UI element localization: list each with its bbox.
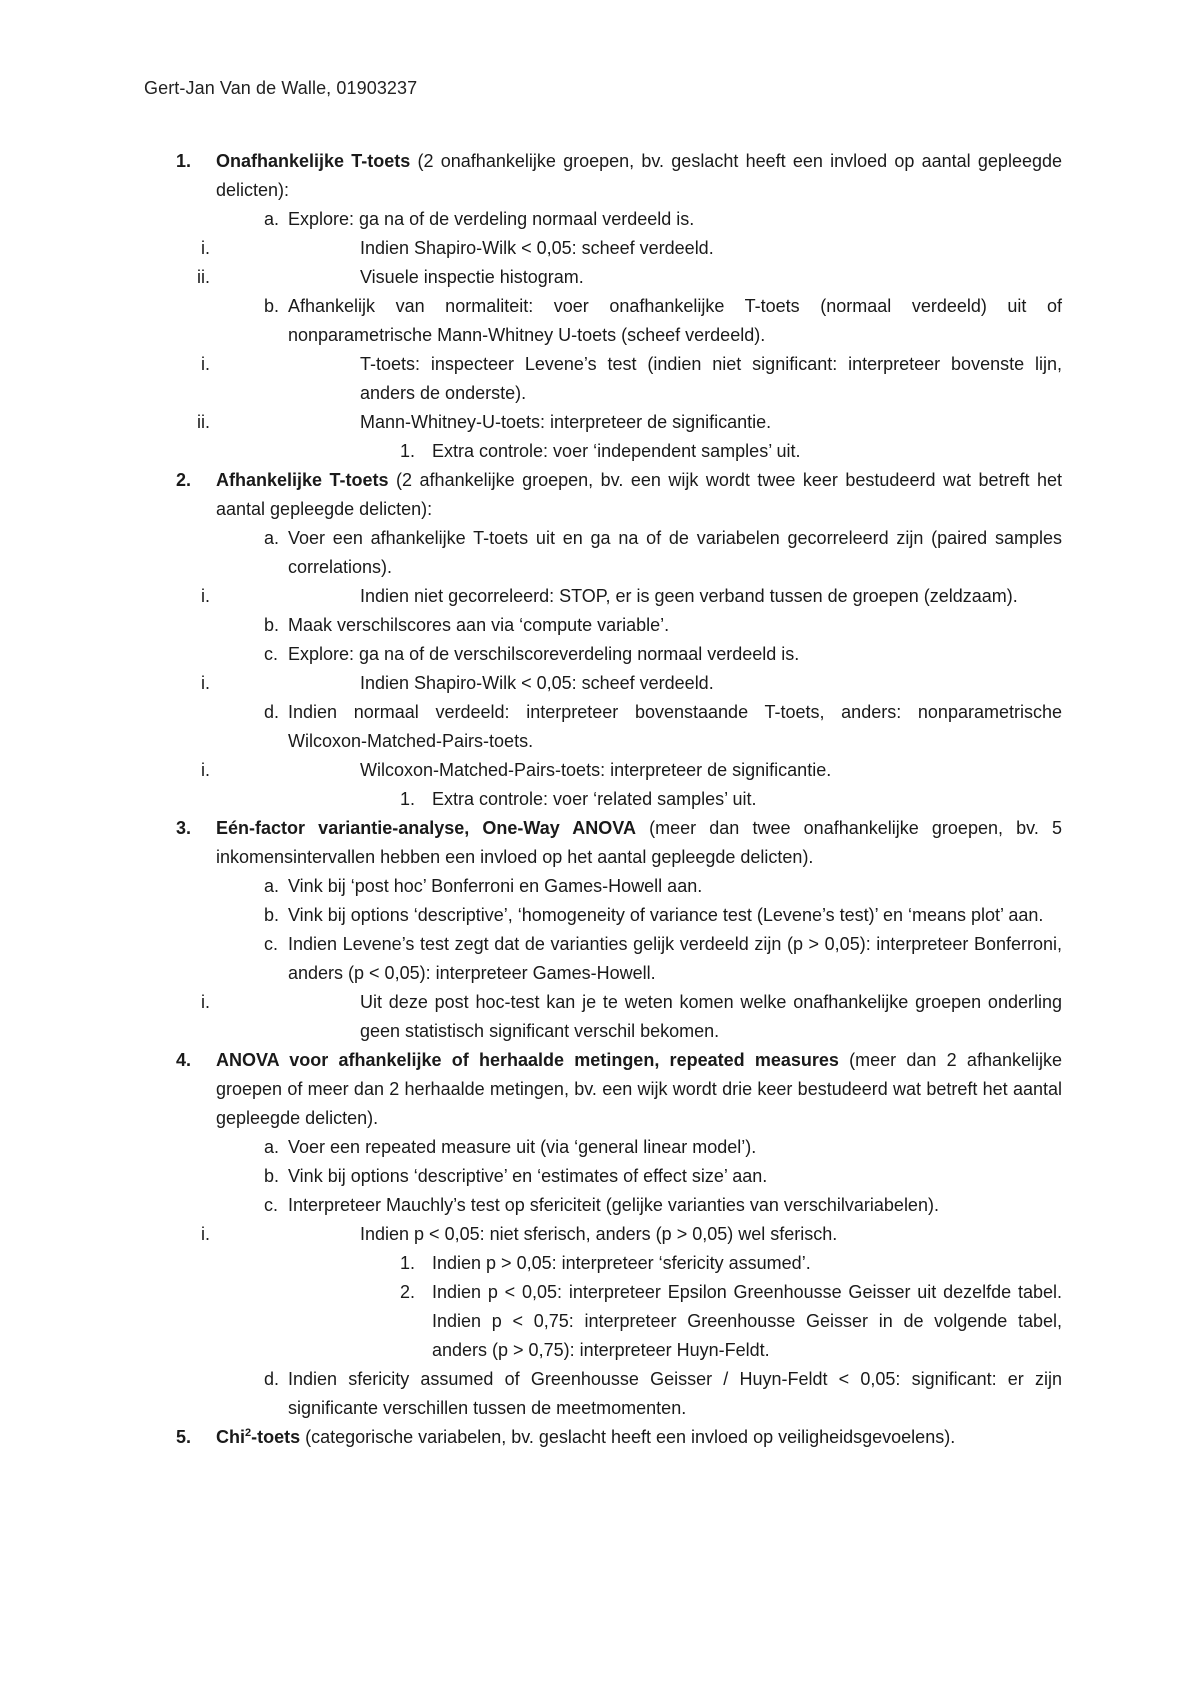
list-item-level-2 <box>0 1220 1062 1249</box>
list-item-text: Mann-Whitney-U-toets: interpreteer de significantie. <box>360 412 772 432</box>
list-item-level-1 <box>0 205 1062 234</box>
list-marker: b. <box>264 1166 280 1186</box>
list-marker: 1. <box>176 151 192 171</box>
bold-heading: Chi <box>216 1427 245 1447</box>
list-marker: 2. <box>400 1282 416 1302</box>
list-item-level-1 <box>0 930 1062 988</box>
list-item-level-2 <box>0 756 1062 785</box>
list-item-level-1 <box>0 872 1062 901</box>
list-marker: i. <box>201 673 210 693</box>
list-item-level-1 <box>0 1191 1062 1220</box>
list-marker: ii. <box>197 267 210 287</box>
list-item-level-1 <box>0 292 1062 350</box>
list-item-text: Indien sfericity assumed of Greenhousse Geisser / Huyn-Feldt < 0,05: significant: er zijn significante verschillen tussen de meetmomenten. <box>288 1369 1062 1418</box>
list-item-level-2 <box>0 234 1062 263</box>
page-header: Gert-Jan Van de Walle, 01903237 <box>144 78 418 98</box>
list-item-text: ANOVA voor afhankelijke of herhaalde metingen, repeated measures (meer dan 2 afhankelijke groepen of meer dan 2 herhaalde metingen, bv. een wijk wordt drie keer bestudeerd wat betreft het aantal gepleegde delicten). <box>216 1050 1062 1128</box>
list-item-level-0 <box>0 1423 1062 1452</box>
list-marker: i. <box>201 586 210 606</box>
list-item-level-1 <box>0 698 1062 756</box>
list-item-text: Voer een repeated measure uit (via ‘general linear model’). <box>288 1137 757 1157</box>
list-item-text: Indien p < 0,05: interpreteer Epsilon Greenhousse Geisser uit dezelfde tabel. Indien p < 0,75: interpreteer Greenhousse Geisser in de volgende tabel, anders (p > 0,75): interpreteer Huyn-Feldt. <box>432 1282 1062 1360</box>
list-item-text: Interpreteer Mauchly’s test op sfericiteit (gelijke varianties van verschilvariabelen). <box>288 1195 939 1215</box>
list-marker: i. <box>201 1224 210 1244</box>
list-item-text: Maak verschilscores aan via ‘compute variable’. <box>288 615 670 635</box>
list-item-text: Extra controle: voer ‘related samples’ uit. <box>432 789 757 809</box>
list-marker: 5. <box>176 1427 192 1447</box>
list-item-level-1 <box>0 1162 1062 1191</box>
list-marker: 2. <box>176 470 192 490</box>
list-item-text: Indien p > 0,05: interpreteer ‘sfericity assumed’. <box>432 1253 811 1273</box>
list-item-level-1 <box>0 1365 1062 1423</box>
list-marker: a. <box>264 209 280 229</box>
superscript: 2 <box>245 1427 252 1439</box>
list-item-text: Indien normaal verdeeld: interpreteer bovenstaande T-toets, anders: nonparametrische Wilcoxon-Matched-Pairs-toets. <box>288 702 1062 751</box>
list-item-level-0 <box>0 814 1062 872</box>
list-item-text: Indien Shapiro-Wilk < 0,05: scheef verdeeld. <box>360 673 714 693</box>
list-item-level-1 <box>0 640 1062 669</box>
list-item-text: Eén-factor variantie-analyse, One-Way ANOVA (meer dan twee onafhankelijke groepen, bv. 5 inkomensintervallen hebben een invloed op het aantal gepleegde delicten). <box>216 818 1062 867</box>
outline-list <box>0 147 1200 1452</box>
list-item-level-3 <box>0 785 1062 814</box>
list-item-level-1 <box>0 611 1062 640</box>
list-item-level-1 <box>0 901 1062 930</box>
list-marker: a. <box>264 876 280 896</box>
list-item-text: Vink bij options ‘descriptive’ en ‘estimates of effect size’ aan. <box>288 1166 768 1186</box>
list-item-level-0 <box>0 466 1062 524</box>
list-item-text: Visuele inspectie histogram. <box>360 267 584 287</box>
list-marker: c. <box>264 644 279 664</box>
list-item-text: Indien p < 0,05: niet sferisch, anders (p > 0,05) wel sferisch. <box>360 1224 838 1244</box>
bold-heading-suffix: -toets <box>251 1427 301 1447</box>
list-item-level-1 <box>0 1133 1062 1162</box>
list-item-text: Indien niet gecorreleerd: STOP, er is geen verband tussen de groepen (zeldzaam). <box>360 586 1018 606</box>
list-item-text: Voer een afhankelijke T-toets uit en ga na of de variabelen gecorreleerd zijn (paired samples correlations). <box>288 528 1062 577</box>
list-marker: 3. <box>176 818 192 838</box>
list-item-text: Wilcoxon-Matched-Pairs-toets: interpreteer de significantie. <box>360 760 832 780</box>
bold-heading: Onafhankelijke T-toets <box>216 151 411 171</box>
list-item-text: T-toets: inspecteer Levene’s test (indien niet significant: interpreteer bovenste lijn, anders de onderste). <box>360 354 1062 403</box>
list-item-text: Uit deze post hoc-test kan je te weten komen welke onafhankelijke groepen onderling geen statistisch significant verschil bekomen. <box>360 992 1062 1041</box>
list-item-text: Onafhankelijke T-toets (2 onafhankelijke groepen, bv. geslacht heeft een invloed op aantal gepleegde delicten): <box>216 151 1062 200</box>
list-item-level-2 <box>0 263 1062 292</box>
list-item-level-3 <box>0 1278 1062 1365</box>
list-marker: c. <box>264 934 279 954</box>
list-item-level-2 <box>0 669 1062 698</box>
list-item-level-3 <box>0 1249 1062 1278</box>
list-marker: 1. <box>400 789 416 809</box>
list-marker: b. <box>264 615 280 635</box>
list-item-text: Extra controle: voer ‘independent samples’ uit. <box>432 441 801 461</box>
list-item-text: Explore: ga na of de verdeling normaal verdeeld is. <box>288 209 695 229</box>
list-item-text: Explore: ga na of de verschilscoreverdeling normaal verdeeld is. <box>288 644 800 664</box>
list-marker: i. <box>201 760 210 780</box>
list-marker: d. <box>264 702 280 722</box>
list-item-level-0 <box>0 1046 1062 1133</box>
bold-heading: ANOVA voor afhankelijke of herhaalde metingen, repeated measures <box>216 1050 839 1070</box>
list-marker: 1. <box>400 1253 416 1273</box>
list-marker: i. <box>201 992 210 1012</box>
list-item-level-2 <box>0 408 1062 437</box>
list-item-level-2 <box>0 582 1062 611</box>
list-item-text: Indien Shapiro-Wilk < 0,05: scheef verdeeld. <box>360 238 714 258</box>
list-item-text: Vink bij options ‘descriptive’, ‘homogeneity of variance test (Levene’s test)’ en ‘means plot’ aan. <box>288 905 1044 925</box>
list-marker: c. <box>264 1195 279 1215</box>
list-marker: b. <box>264 905 280 925</box>
list-marker: a. <box>264 1137 280 1157</box>
list-marker: b. <box>264 296 280 316</box>
list-item-level-0 <box>0 147 1062 205</box>
list-item-text: Afhankelijk van normaliteit: voer onafhankelijke T-toets (normaal verdeeld) uit of nonparametrische Mann-Whitney U-toets (scheef verdeeld). <box>288 296 1062 345</box>
list-item-text: Indien Levene’s test zegt dat de varianties gelijk verdeeld zijn (p > 0,05): interpreteer Bonferroni, anders (p < 0,05): interpreteer Games-Howell. <box>288 934 1062 983</box>
list-item-text: Afhankelijke T-toets (2 afhankelijke groepen, bv. een wijk wordt twee keer bestudeerd wat betreft het aantal gepleegde delicten): <box>216 470 1063 519</box>
list-marker: 4. <box>176 1050 192 1070</box>
list-item-level-2 <box>0 988 1062 1046</box>
list-marker: a. <box>264 528 280 548</box>
list-item-level-3 <box>0 437 1062 466</box>
bold-heading: Afhankelijke T-toets <box>216 470 389 490</box>
list-item-level-1 <box>0 524 1062 582</box>
bold-heading: Eén-factor variantie-analyse, One-Way ANOVA <box>216 818 636 838</box>
list-marker: ii. <box>197 412 210 432</box>
list-marker: i. <box>201 238 210 258</box>
list-item-text: Vink bij ‘post hoc’ Bonferroni en Games-Howell aan. <box>288 876 703 896</box>
list-marker: d. <box>264 1369 280 1389</box>
list-item-text: Chi$^2$-toets (categorische variabelen, bv. geslacht heeft een invloed op veiligheidsgevoelens). <box>216 1427 956 1447</box>
list-marker: i. <box>201 354 210 374</box>
list-item-level-2 <box>0 350 1062 408</box>
list-marker: 1. <box>400 441 416 461</box>
